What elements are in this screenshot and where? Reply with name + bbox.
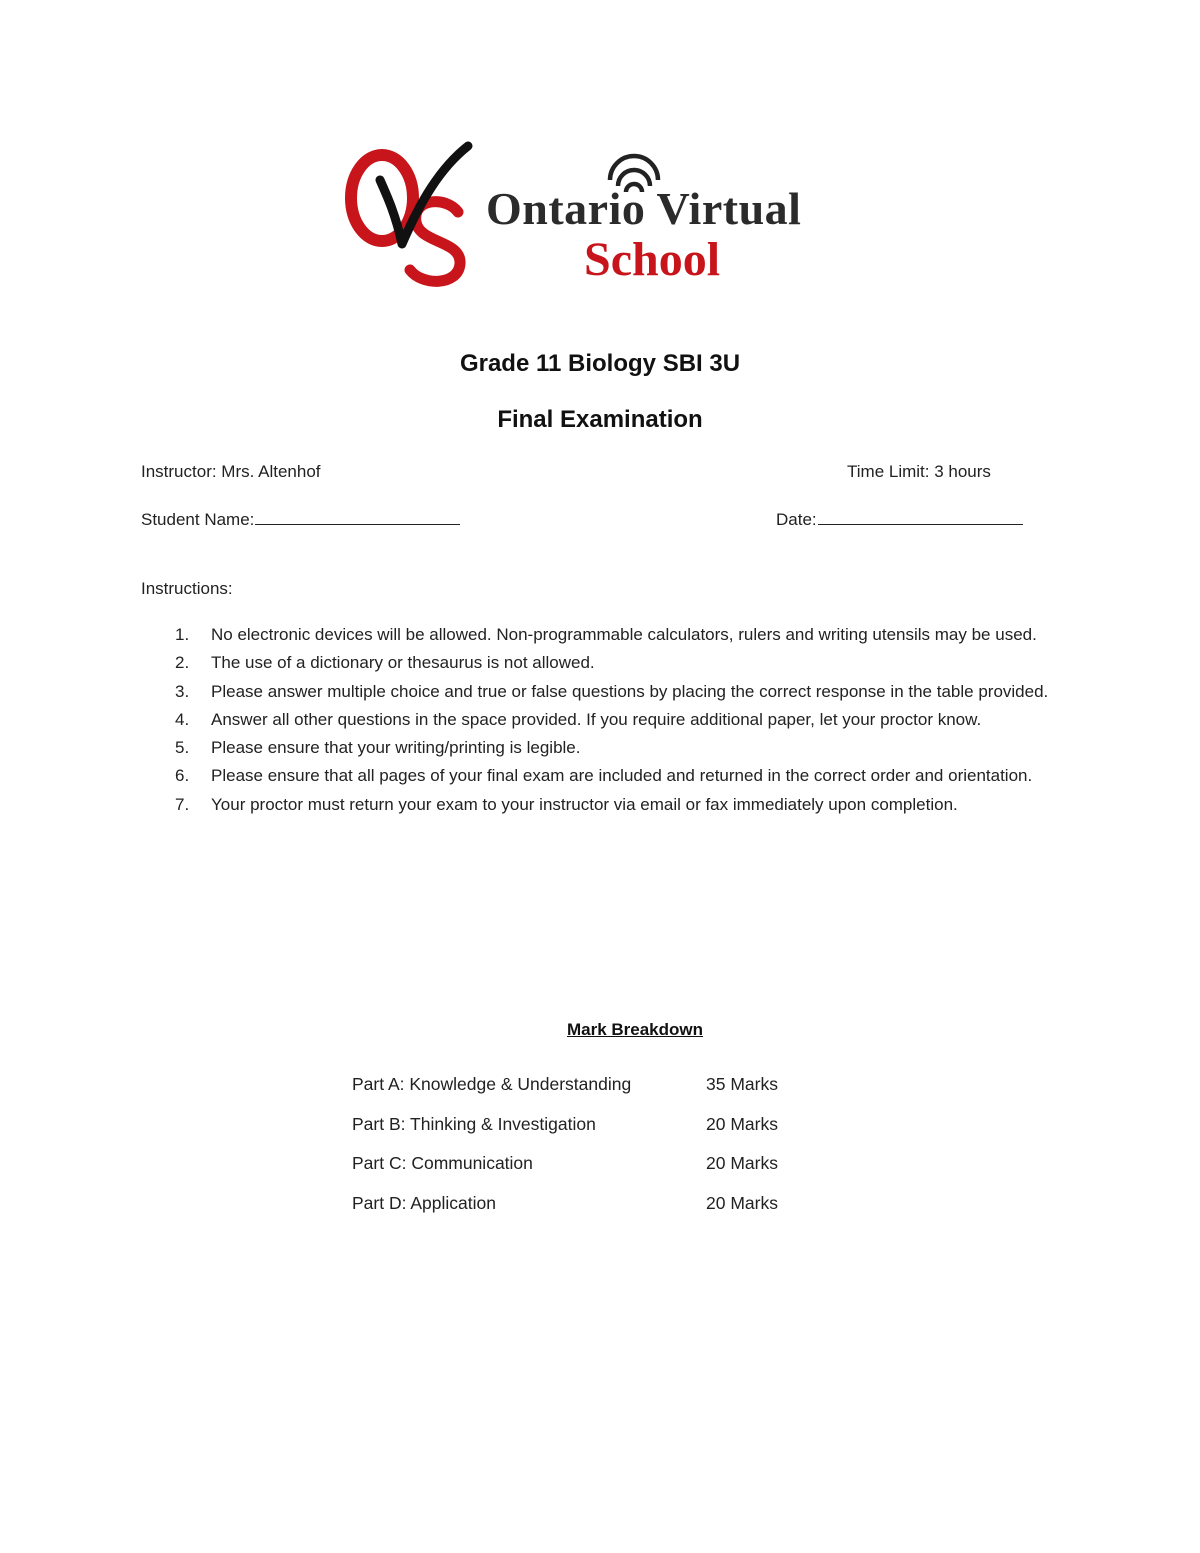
list-item-text: Please ensure that your writing/printing is legible. bbox=[211, 738, 581, 758]
student-name-blank[interactable] bbox=[255, 506, 460, 525]
list-item-number: 1. bbox=[175, 625, 190, 644]
table-row bbox=[352, 1193, 812, 1233]
list-item bbox=[141, 762, 1071, 790]
instructor-field: Instructor: Mrs. Altenhof bbox=[141, 462, 321, 481]
part-marks: 20 Marks bbox=[706, 1153, 778, 1174]
list-item bbox=[141, 678, 1071, 706]
part-label: Part D: Application bbox=[352, 1193, 496, 1214]
part-label: Part C: Communication bbox=[352, 1153, 533, 1174]
part-marks: 20 Marks bbox=[706, 1113, 778, 1134]
table-row bbox=[352, 1153, 812, 1193]
instructions-heading: Instructions: bbox=[141, 579, 233, 598]
list-item-text: Your proctor must return your exam to your instructor via email or fax immediately upon completion. bbox=[211, 794, 958, 814]
table-row bbox=[352, 1114, 812, 1154]
list-item-text: Please answer multiple choice and true or false questions by placing the correct response in the table provided. bbox=[211, 681, 1049, 701]
list-item-number: 7. bbox=[175, 794, 190, 814]
part-marks: 20 Marks bbox=[706, 1193, 778, 1214]
list-item bbox=[141, 649, 1071, 677]
list-item-text: The use of a dictionary or thesaurus is not allowed. bbox=[211, 653, 595, 673]
list-item bbox=[141, 621, 1071, 649]
exam-title: Final Examination bbox=[497, 406, 703, 433]
logo-text-line2: School bbox=[584, 233, 721, 286]
date-field bbox=[776, 506, 1023, 530]
mark-breakdown-table bbox=[352, 1074, 812, 1233]
list-item-number: 4. bbox=[175, 709, 190, 729]
list-item-text: No electronic devices will be allowed. Non-programmable calculators, rulers and writing utensils may be used. bbox=[211, 625, 1037, 644]
part-label: Part B: Thinking & Investigation bbox=[352, 1113, 596, 1134]
list-item-text: Please ensure that all pages of your final exam are included and returned in the correct order and orientation. bbox=[211, 766, 1033, 786]
list-item-number: 5. bbox=[175, 738, 190, 758]
list-item-number: 3. bbox=[175, 681, 190, 701]
time-limit-field: Time Limit: 3 hours bbox=[847, 462, 991, 481]
list-item-number: 6. bbox=[175, 766, 190, 786]
student-name-label: Student Name: bbox=[141, 510, 255, 529]
list-item bbox=[141, 734, 1071, 762]
table-row bbox=[352, 1074, 812, 1114]
course-title: Grade 11 Biology SBI 3U bbox=[459, 350, 741, 377]
student-name-field bbox=[141, 506, 460, 530]
school-logo bbox=[340, 140, 860, 290]
date-blank[interactable] bbox=[818, 506, 1023, 525]
list-item-text: Answer all other questions in the space provided. If you require additional paper, let your proctor know. bbox=[211, 709, 982, 729]
part-marks: 35 Marks bbox=[706, 1074, 778, 1094]
list-item bbox=[141, 706, 1071, 734]
list-item-number: 2. bbox=[175, 653, 190, 673]
logo-text-line1: Ontario Virtual bbox=[486, 183, 802, 234]
mark-breakdown-heading: Mark Breakdown bbox=[566, 1020, 704, 1039]
instructions-list bbox=[141, 621, 1071, 819]
list-item bbox=[141, 791, 1071, 819]
date-label: Date: bbox=[776, 510, 817, 529]
part-label: Part A: Knowledge & Understanding bbox=[352, 1074, 632, 1094]
